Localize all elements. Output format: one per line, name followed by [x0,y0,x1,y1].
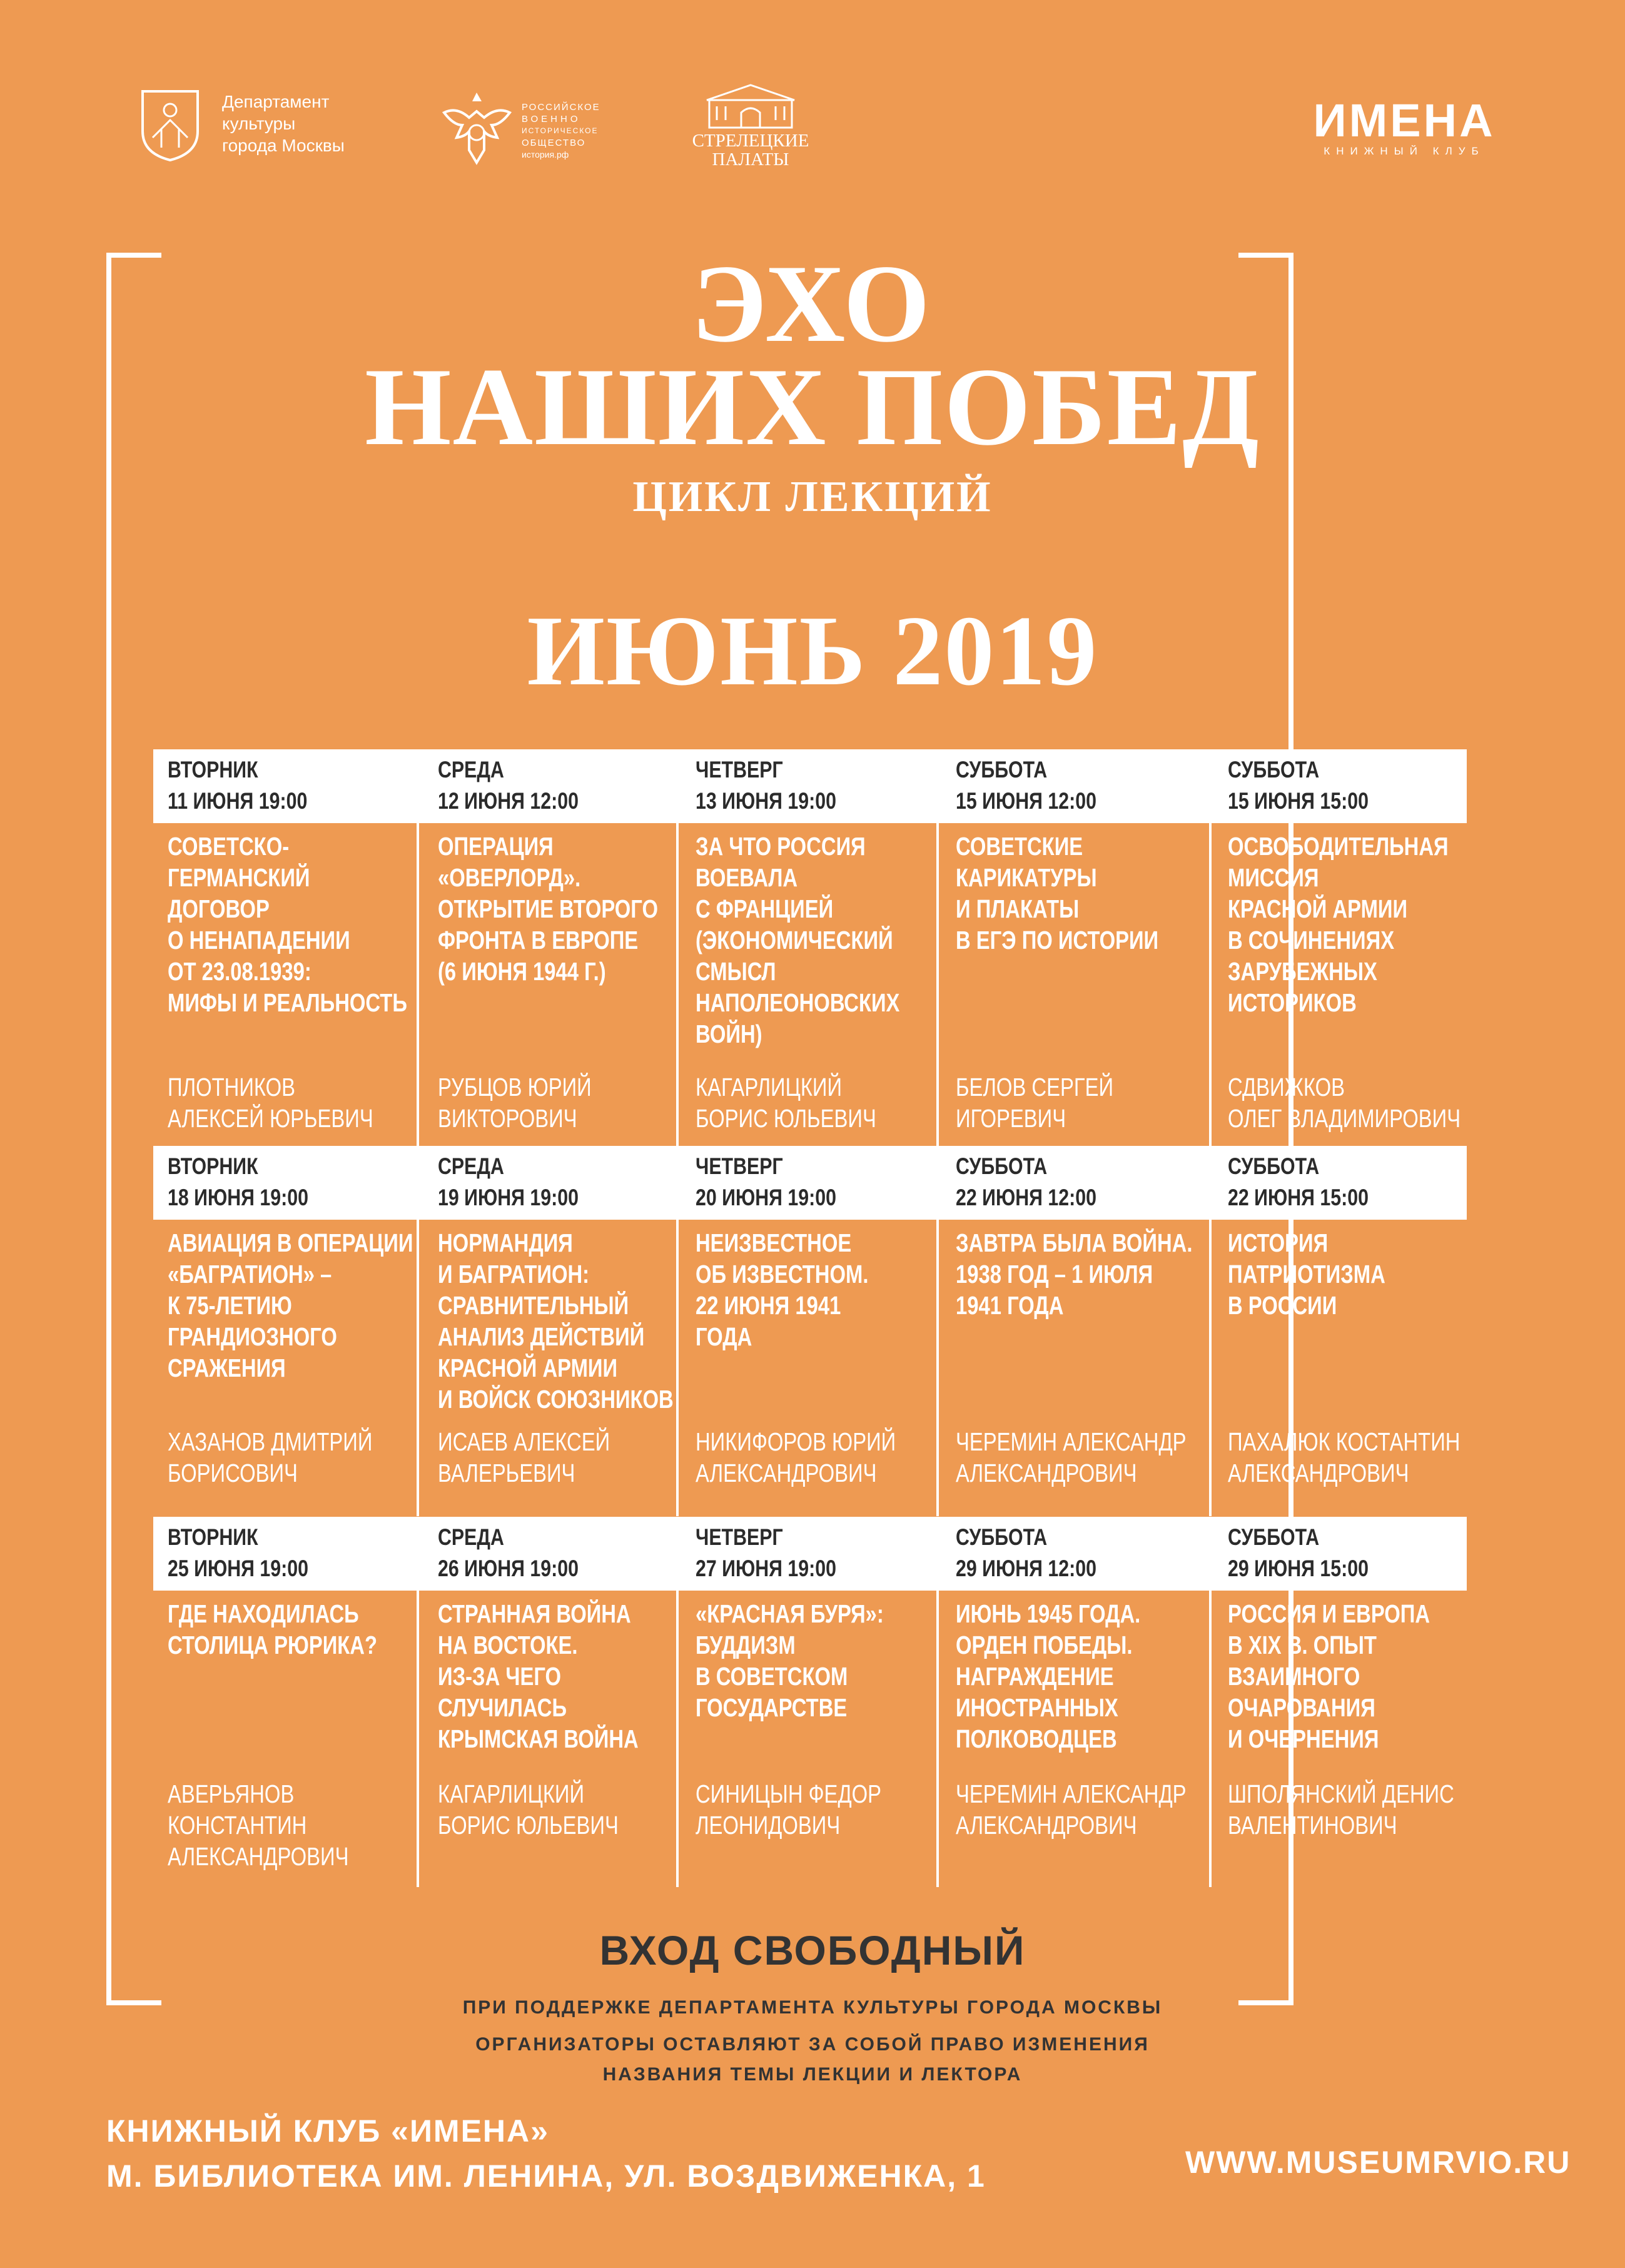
title-echo: ЭХО [691,241,934,365]
lecturer-name: КАГАРЛИЦКИЙ БОРИС ЮЛЬЕВИЧ [696,1073,876,1133]
support-notice: ПРИ ПОДДЕРЖКЕ ДЕПАРТАМЕНТА КУЛЬТУРЫ ГОРОДА МОСКВЫ [462,1997,1163,2018]
lecture-day-header [438,754,694,817]
lecture-day-header [168,754,424,817]
streletskie-palaty-text [669,131,832,169]
website-link[interactable]: WWW.MUSEUMRVIO.RU [1185,2145,1571,2180]
lecturer-name: ШПОЛЯНСКИЙ ДЕНИС ВАЛЕНТИНОВИЧ [1228,1779,1454,1840]
lecture-day-header [168,1151,424,1213]
address: М. БИБЛИОТЕКА ИМ. ЛЕНИНА, УЛ. ВОЗДВИЖЕНКА, 1 [106,2159,986,2194]
imena-logo: ИМЕНА [1313,94,1496,146]
strel-line-1: СТРЕЛЕЦКИЕ [692,131,809,151]
day-name: ВТОРНИК [168,757,258,782]
rvio-line-4: ОБЩЕСТВО [522,138,586,148]
lecturer-name: ПЛОТНИКОВ АЛЕКСЕЙ ЮРЬЕВИЧ [168,1073,373,1133]
lecture-day-header [696,1522,952,1584]
dept-line-3: города Москвы [222,136,345,155]
day-date-time: 29 ИЮНЯ 15:00 [1228,1556,1369,1581]
lecturer-name: ЧЕРЕМИН АЛЕКСАНДР АЛЕКСАНДРОВИЧ [956,1779,1187,1840]
day-name: ВТОРНИК [168,1153,258,1179]
lecture-topic: ЗАВТРА БЫЛА ВОЙНА. 1938 ГОД – 1 ИЮЛЯ 1941 ГОДА [956,1228,1193,1320]
dept-culture-logo [139,88,201,163]
lecture-topic: «КРАСНАЯ БУРЯ»: БУДДИЗМ В СОВЕТСКОМ ГОСУДАРСТВЕ [696,1599,884,1722]
title-lecture-cycle: ЦИКЛ ЛЕКЦИЙ [632,473,993,521]
double-headed-eagle-icon [438,88,516,169]
day-name: СРЕДА [438,1153,504,1179]
lecture-topic: ИЮНЬ 1945 ГОДА. ОРДЕН ПОБЕДЫ. НАГРАЖДЕНИЕ ИНОСТРАННЫХ ПОЛКОВОДЦЕВ [956,1599,1141,1753]
lecture-day-header [168,1522,424,1584]
day-date-time: 22 ИЮНЯ 15:00 [1228,1185,1369,1210]
day-date-time: 25 ИЮНЯ 19:00 [168,1556,309,1581]
day-date-time: 13 ИЮНЯ 19:00 [696,788,837,814]
rvio-line-3: ИСТОРИЧЕСКОЕ [522,126,599,135]
day-date-time: 12 ИЮНЯ 12:00 [438,788,579,814]
lecture-day-header [696,754,952,817]
lecture-topic: АВИАЦИЯ В ОПЕРАЦИИ «БАГРАТИОН» – К 75-ЛЕТИЮ ГРАНДИОЗНОГО СРАЖЕНИЯ [168,1228,413,1382]
day-name: СУББОТА [1228,1153,1320,1179]
lecture-topic: СОВЕТСКИЕ КАРИКАТУРЫ И ПЛАКАТЫ В ЕГЭ ПО ИСТОРИИ [956,832,1159,954]
lecturer-name: ЧЕРЕМИН АЛЕКСАНДР АЛЕКСАНДРОВИЧ [956,1427,1187,1487]
day-date-time: 22 ИЮНЯ 12:00 [956,1185,1097,1210]
day-date-time: 27 ИЮНЯ 19:00 [696,1556,837,1581]
lecture-topic: НЕИЗВЕСТНОЕ ОБ ИЗВЕСТНОМ. 22 ИЮНЯ 1941 ГОДА [696,1228,869,1351]
lecturer-name: НИКИФОРОВ ЮРИЙ АЛЕКСАНДРОВИЧ [696,1427,896,1487]
day-date-time: 11 ИЮНЯ 19:00 [168,788,308,814]
lecturer-name: АВЕРЬЯНОВ КОНСТАНТИН АЛЕКСАНДРОВИЧ [168,1779,349,1871]
lecture-topic: СТРАННАЯ ВОЙНА НА ВОСТОКЕ. ИЗ-ЗА ЧЕГО СЛУЧИЛАСЬ КРЫМСКАЯ ВОЙНА [438,1599,639,1753]
title-month: ИЮНЬ 2019 [527,595,1098,706]
rvio-line-2: ВОЕННО [522,114,581,124]
organizer-note-line-2: НАЗВАНИЯ ТЕМЫ ЛЕКЦИИ И ЛЕКТОРА [602,2064,1023,2085]
organizer-note-line-1: ОРГАНИЗАТОРЫ ОСТАВЛЯЮТ ЗА СОБОЙ ПРАВО ИЗМЕНЕНИЯ [475,2034,1150,2055]
lecture-topic: СОВЕТСКО- ГЕРМАНСКИЙ ДОГОВОР О НЕНАПАДЕНИИ ОТ 23.08.1939: МИФЫ И РЕАЛЬНОСТЬ [168,832,407,1017]
lecture-day-header [956,754,1212,817]
dept-line-2: культуры [222,114,296,133]
day-name: ВТОРНИК [168,1524,258,1550]
day-name: СУББОТА [1228,757,1320,782]
club-name: КНИЖНЫЙ КЛУБ «ИМЕНА» [106,2114,549,2149]
title-our-victories: НАШИХ ПОБЕД [365,345,1260,468]
lecture-day-header [438,1151,694,1213]
day-date-time: 15 ИЮНЯ 15:00 [1228,788,1369,814]
lecture-day-header [438,1522,694,1584]
day-name: ЧЕТВЕРГ [696,757,783,782]
lecture-topic: ОПЕРАЦИЯ «ОВЕРЛОРД». ОТКРЫТИЕ ВТОРОГО ФРОНТА В ЕВРОПЕ (6 ИЮНЯ 1944 Г.) [438,832,658,986]
day-date-time: 15 ИЮНЯ 12:00 [956,788,1097,814]
rvio-logo-text [522,101,615,161]
day-date-time: 26 ИЮНЯ 19:00 [438,1556,579,1581]
strel-line-2: ПАЛАТЫ [712,149,789,170]
lecture-day-header [956,1151,1212,1213]
rvio-line-5: история.рф [522,149,569,159]
lecture-topic: ГДЕ НАХОДИЛАСЬ СТОЛИЦА РЮРИКА? [168,1599,378,1659]
day-name: СУББОТА [1228,1524,1320,1550]
rvio-logo [438,88,516,169]
imena-logo-subtitle: КНИЖНЫЙ КЛУБ [1324,145,1485,157]
day-name: СРЕДА [438,1524,504,1550]
lecture-topic: РОССИЯ И ЕВРОПА В XIX В. ОПЫТ ВЗАИМНОГО ОЧАРОВАНИЯ И ОЧЕРНЕНИЯ [1228,1599,1430,1753]
day-date-time: 20 ИЮНЯ 19:00 [696,1185,837,1210]
day-date-time: 29 ИЮНЯ 12:00 [956,1556,1097,1581]
day-date-time: 18 ИЮНЯ 19:00 [168,1185,309,1210]
lecture-day-header [956,1522,1212,1584]
lecture-topic: НОРМАНДИЯ И БАГРАТИОН: СРАВНИТЕЛЬНЫЙ АНАЛИЗ ДЕЙСТВИЙ КРАСНОЙ АРМИИ И ВОЙСК СОЮЗНИКОВ [438,1228,674,1414]
day-name: СУББОТА [956,757,1048,782]
lecturer-name: СИНИЦЫН ФЕДОР ЛЕОНИДОВИЧ [696,1779,882,1840]
streletskie-palaty-logo [701,81,801,131]
palace-building-icon [701,81,801,131]
day-name: СУББОТА [956,1524,1048,1550]
column-divider [1209,1220,1212,1516]
lecturer-name: БЕЛОВ СЕРГЕЙ ИГОРЕВИЧ [956,1073,1114,1133]
moscow-coat-of-arms-icon [139,88,201,163]
dept-culture-logo-text [222,91,372,156]
day-name: СРЕДА [438,757,504,782]
lecturer-name: ИСАЕВ АЛЕКСЕЙ ВАЛЕРЬЕВИЧ [438,1427,610,1487]
lecture-topic: ИСТОРИЯ ПАТРИОТИЗМА В РОССИИ [1228,1228,1385,1320]
lecturer-name: РУБЦОВ ЮРИЙ ВИКТОРОВИЧ [438,1073,592,1133]
day-name: ЧЕТВЕРГ [696,1524,783,1550]
lecture-topic: ОСВОБОДИТЕЛЬНАЯ МИССИЯ КРАСНОЙ АРМИИ В СОЧИНЕНИЯХ ЗАРУБЕЖНЫХ ИСТОРИКОВ [1228,832,1449,1017]
dept-line-1: Департамент [222,92,330,111]
day-name: СУББОТА [956,1153,1048,1179]
lecturer-name: ПАХАЛЮК КОСТАНТИН АЛЕКСАНДРОВИЧ [1228,1427,1460,1487]
day-name: ЧЕТВЕРГ [696,1153,783,1179]
lecture-day-header [1228,754,1484,817]
lecturer-name: СДВИЖКОВ ОЛЕГ ВЛАДИМИРОВИЧ [1228,1073,1461,1133]
free-entry-notice: ВХОД СВОБОДНЫЙ [599,1927,1026,1973]
lecture-topic: ЗА ЧТО РОССИЯ ВОЕВАЛА С ФРАНЦИЕЙ (ЭКОНОМИЧЕСКИЙ СМЫСЛ НАПОЛЕОНОВСКИХ ВОЙН) [696,832,900,1048]
rvio-line-1: РОССИЙСКОЕ [522,102,600,113]
lecturer-name: ХАЗАНОВ ДМИТРИЙ БОРИСОВИЧ [168,1427,373,1487]
column-divider [1209,1591,1212,1887]
day-date-time: 19 ИЮНЯ 19:00 [438,1185,579,1210]
column-divider [1209,823,1212,1148]
lecture-day-header [1228,1522,1484,1584]
lecture-day-header [1228,1151,1484,1213]
lecture-day-header [696,1151,952,1213]
lecturer-name: КАГАРЛИЦКИЙ БОРИС ЮЛЬЕВИЧ [438,1779,619,1840]
